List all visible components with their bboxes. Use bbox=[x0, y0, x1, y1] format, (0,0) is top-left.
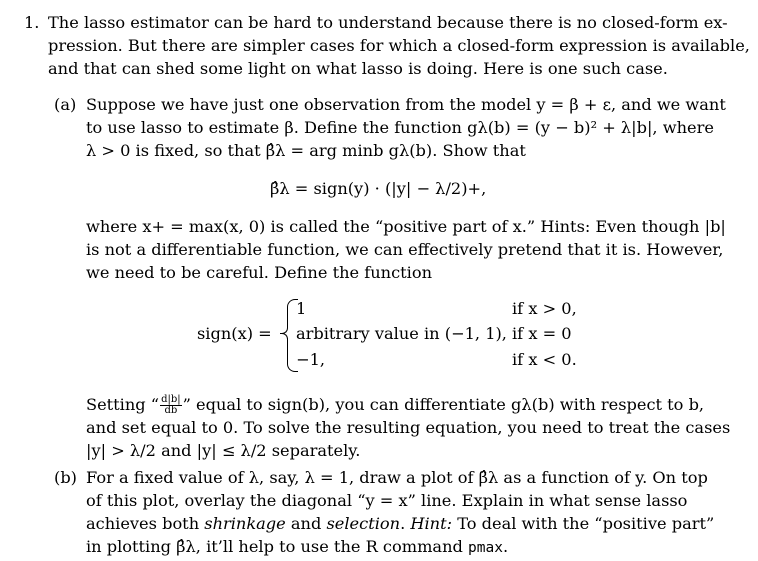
part-a-label: (a) bbox=[54, 95, 77, 114]
selection-emphasis: selection bbox=[326, 514, 401, 533]
problem-number: 1. bbox=[24, 13, 40, 32]
piecewise-lhs: sign(x) = bbox=[197, 324, 272, 343]
intro-line-3: and that can shed some light on what lasso is doing. Here is one such case. bbox=[48, 59, 668, 78]
fraction-denominator: db bbox=[164, 405, 178, 416]
derivative-fraction bbox=[160, 395, 182, 416]
intro-line-1: The lasso estimator can be hard to understand because there is no closed-form ex- bbox=[48, 13, 728, 32]
case-2-value: arbitrary value in (−1, 1), bbox=[296, 324, 507, 343]
case-1-condition: if x > 0, bbox=[512, 299, 577, 318]
part-b-label: (b) bbox=[54, 468, 77, 487]
part-b-line-3 bbox=[86, 513, 714, 535]
display-equation: β̂λ = sign(y) · (|y| − λ/2)+, bbox=[270, 179, 487, 198]
part-a-line-1: Suppose we have just one observation from the model y = β + ε, and we want bbox=[86, 95, 726, 114]
part-b-line-4-period: . bbox=[502, 537, 509, 556]
part-a-line-2: to use lasso to estimate β. Define the function gλ(b) = (y − b)² + λ|b|, where bbox=[86, 118, 714, 137]
part-b-line-1: For a fixed value of λ, say, λ = 1, draw a plot of β̂λ as a function of y. On top bbox=[86, 468, 708, 487]
case-3-value: −1, bbox=[296, 350, 326, 369]
part-a-after-1: where x+ = max(x, 0) is called the “positive part of x.” Hints: Even though |b| bbox=[86, 217, 726, 236]
part-b-line-3-period: . bbox=[400, 514, 411, 533]
pmax-code: pmax bbox=[468, 540, 503, 556]
part-a-closing-2: |y| > λ/2 and |y| ≤ λ/2 separately. bbox=[86, 441, 361, 460]
part-b-line-3-text: achieves both bbox=[86, 514, 205, 533]
part-b-line-3-rest: To deal with the “positive part” bbox=[452, 514, 715, 533]
setting-suffix: ” equal to sign(b), you can differentiate gλ(b) with respect to b, bbox=[182, 395, 705, 414]
shrinkage-emphasis: shrinkage bbox=[204, 514, 286, 533]
setting-line bbox=[86, 394, 704, 416]
intro-line-2: pression. But there are simpler cases for which a closed-form expression is available, bbox=[48, 36, 750, 55]
hint-label: Hint: bbox=[410, 514, 453, 533]
part-b-line-4 bbox=[86, 536, 508, 559]
fraction-numerator: d|b| bbox=[161, 394, 181, 405]
part-a-closing-1: and set equal to 0. To solve the resulting equation, you need to treat the cases bbox=[86, 418, 731, 437]
part-b-line-3-and: and bbox=[285, 514, 327, 533]
part-a-after-3: we need to be careful. Define the function bbox=[86, 263, 432, 282]
case-2-condition: if x = 0 bbox=[512, 324, 572, 343]
case-1-value: 1 bbox=[296, 299, 307, 318]
part-b-line-2: of this plot, overlay the diagonal “y = x” line. Explain in what sense lasso bbox=[86, 491, 688, 510]
part-b-line-4-text: in plotting β̂λ, it’ll help to use the R command bbox=[86, 537, 469, 556]
part-a-line-3: λ > 0 is fixed, so that β̂λ = arg minb gλ(b). Show that bbox=[86, 141, 526, 160]
part-a-after-2: is not a differentiable function, we can effectively pretend that it is. However, bbox=[86, 240, 724, 259]
case-3-condition: if x < 0. bbox=[512, 350, 577, 369]
setting-prefix: Setting “ bbox=[86, 395, 160, 414]
